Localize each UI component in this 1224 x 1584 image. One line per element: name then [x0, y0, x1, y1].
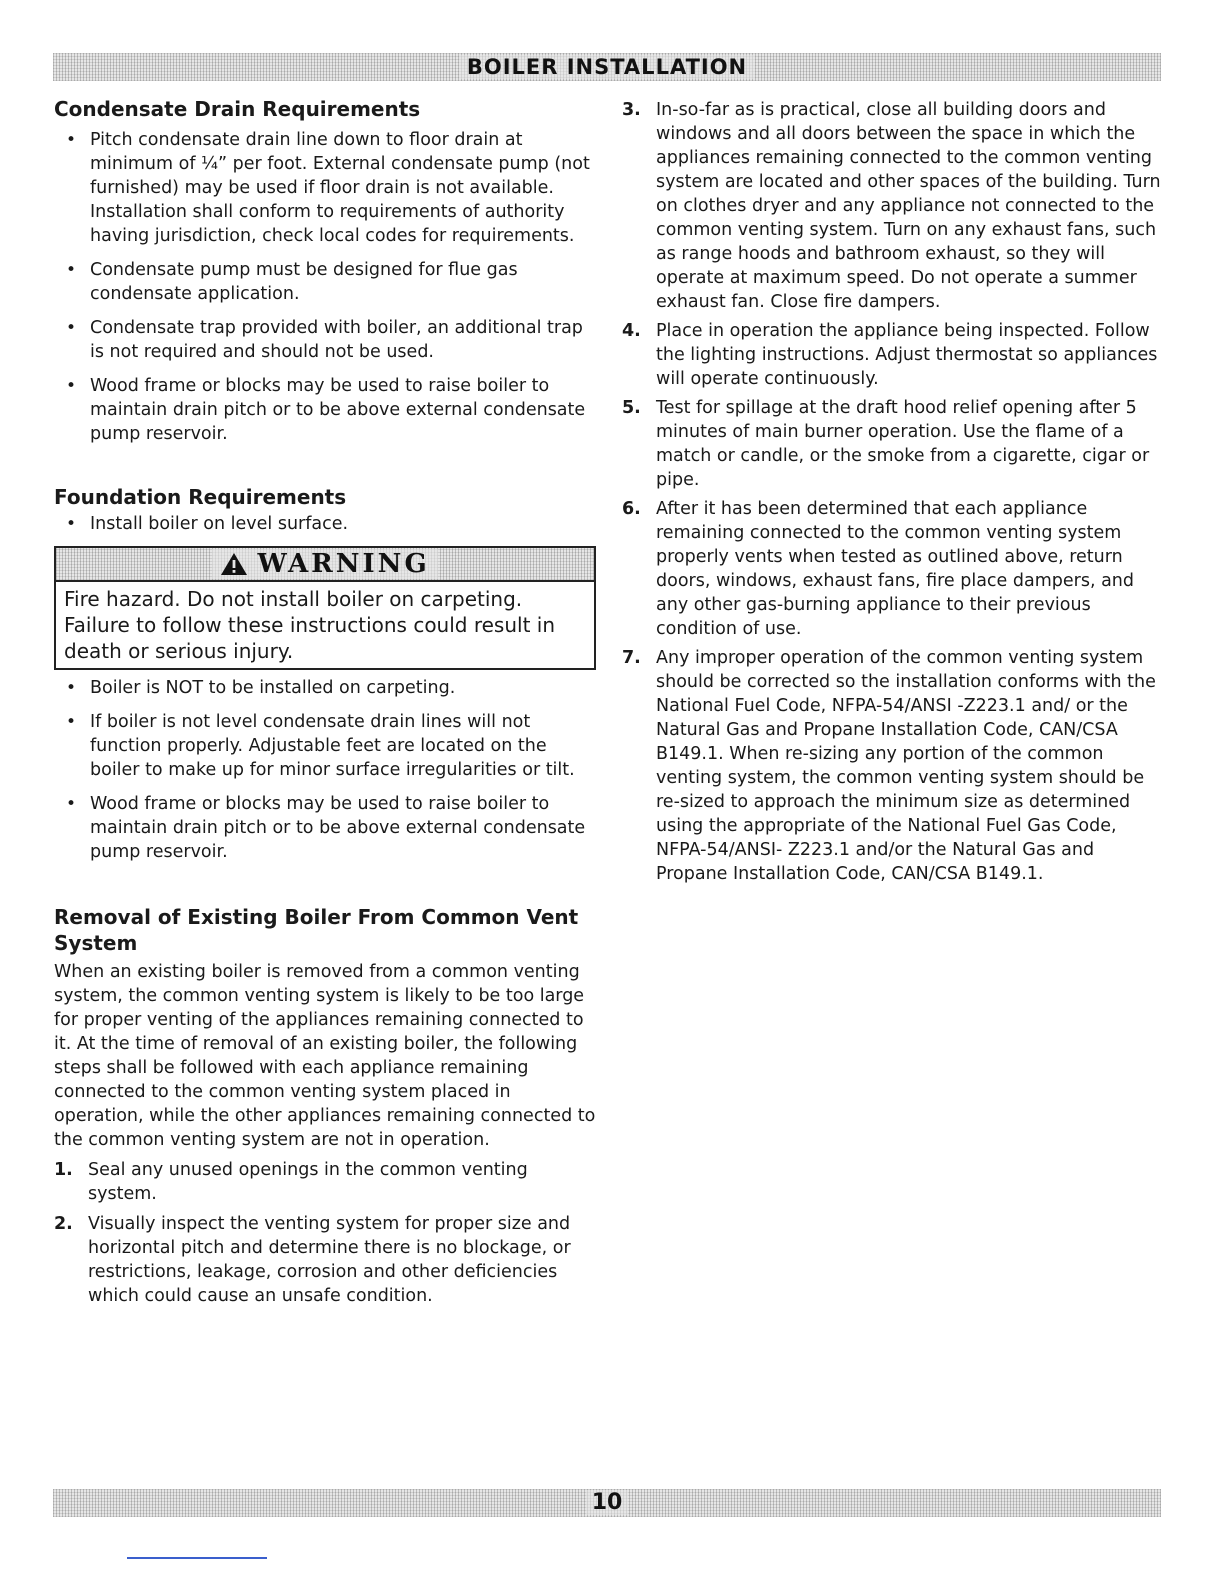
- foundation-heading: Foundation Requirements: [54, 485, 347, 509]
- step-text: Visually inspect the venting system for proper size and horizontal pitch and determine there is no blockage, or restrictions, leakage, corrosion and other deficiencies which could cause an unsafe condition.: [88, 1214, 571, 1306]
- warning-box: [54, 546, 596, 670]
- warning-label: WARNING: [257, 549, 430, 579]
- list-item: • Install boiler on level surface.: [90, 512, 600, 536]
- step-number: 6.: [622, 499, 641, 519]
- list-item: • If boiler is not level condensate drain lines will not function properly. Adjustable feet are located on the boiler to make up for minor surface irregularities or tilt.: [90, 710, 600, 782]
- list-item: • Pitch condensate drain line down to floor drain at minimum of ¼” per foot. External condensate pump (not furnished) may be used if floor drain is not available. Installation shall conform to requirements of authority having jurisdiction, check local codes for requirements.: [90, 128, 600, 248]
- foundation-list: [54, 512, 600, 536]
- foundation-list-after: [54, 676, 600, 864]
- list-item: [622, 497, 1167, 641]
- header-bar: [53, 53, 1161, 81]
- warning-text: Fire hazard. Do not install boiler on carpeting. Failure to follow these instructions could result in death or serious injury.: [64, 587, 556, 663]
- page-title: BOILER INSTALLATION: [459, 55, 755, 79]
- list-item: • Wood frame or blocks may be used to raise boiler to maintain drain pitch or to be above external condensate pump reservoir.: [90, 792, 600, 864]
- removal-steps-left: [54, 1158, 600, 1308]
- list-item: [622, 319, 1167, 391]
- list-item: • Condensate pump must be designed for flue gas condensate application.: [90, 258, 600, 306]
- removal-steps-right: [622, 98, 1167, 886]
- list-item: [622, 396, 1167, 492]
- list-item: • Condensate trap provided with boiler, an additional trap is not required and should not be used.: [90, 316, 600, 364]
- step-number: 2.: [54, 1214, 73, 1234]
- list-item: [54, 1158, 600, 1206]
- removal-intro: When an existing boiler is removed from a common venting system, the common venting system is likely to be too large for proper venting of the appliances remaining connected to it. At the time of removal of an existing boiler, the following steps shall be followed with each appliance remaining connected to the common venting system placed in operation, while the other appliances remaining connected to the common venting system are not in operation.: [54, 962, 596, 1150]
- condensate-list: [54, 128, 600, 446]
- step-number: 3.: [622, 100, 641, 120]
- condensate-heading: Condensate Drain Requirements: [54, 97, 421, 121]
- step-number: 4.: [622, 321, 641, 341]
- right-column: [622, 98, 1167, 886]
- condensate-section: [54, 96, 600, 446]
- step-number: 5.: [622, 398, 641, 418]
- footer-bar: [53, 1489, 1161, 1517]
- removal-section: [54, 904, 600, 1308]
- step-text: Test for spillage at the draft hood relief opening after 5 minutes of main burner operation. Use the flame of a match or candle, or the smoke from a cigarette, cigar or pipe.: [656, 398, 1150, 490]
- step-text: Any improper operation of the common venting system should be corrected so the installation conforms with the National Fuel Code, NFPA-54/ANSI -Z223.1 and/ or the Natural Gas and Propane Installation Code, CAN/CSA B149.1. When re-sizing any portion of the common venting system, the common venting system should be re-sized to approach the minimum size as determined using the appropriate of the National Fuel Gas Code, NFPA-54/ANSI- Z223.1 and/or the Natural Gas and Propane Installation Code, CAN/CSA B149.1.: [656, 648, 1156, 884]
- step-number: 7.: [622, 648, 641, 668]
- warning-header: [56, 548, 594, 582]
- step-text: Place in operation the appliance being inspected. Follow the lighting instructions. Adjust thermostat so appliances will operate continuously.: [656, 321, 1158, 389]
- list-item: [622, 98, 1167, 314]
- warning-triangle-icon: [220, 552, 248, 576]
- step-text: After it has been determined that each appliance remaining connected to the common venting system properly vents when tested as outlined above, return doors, windows, exhaust fans, fire place dampers, and any other gas-burning appliance to their previous condition of use.: [656, 499, 1135, 639]
- step-number: 1.: [54, 1160, 73, 1180]
- removal-heading: Removal of Existing Boiler From Common Vent System: [54, 905, 579, 955]
- list-item: • Boiler is NOT to be installed on carpeting.: [90, 676, 600, 700]
- foundation-section: [54, 484, 600, 864]
- list-item: • Wood frame or blocks may be used to raise boiler to maintain drain pitch or to be above external condensate pump reservoir.: [90, 374, 600, 446]
- footer-rule: [127, 1557, 267, 1559]
- warning-title: [212, 549, 437, 579]
- step-text: In-so-far as is practical, close all building doors and windows and all doors between the space in which the appliances remaining connected to the common venting system are located and other spaces of the building. Turn on clothes dryer and any appliance not connected to the common venting system. Turn on any exhaust fans, such as range hoods and bathroom exhaust, so they will operate at maximum speed. Do not operate a summer exhaust fan. Close fire dampers.: [656, 100, 1161, 312]
- list-item: [622, 646, 1167, 886]
- list-item: [54, 1212, 600, 1308]
- step-text: Seal any unused openings in the common venting system.: [88, 1160, 528, 1204]
- left-column: [54, 96, 600, 1308]
- page-number: 10: [586, 1490, 629, 1515]
